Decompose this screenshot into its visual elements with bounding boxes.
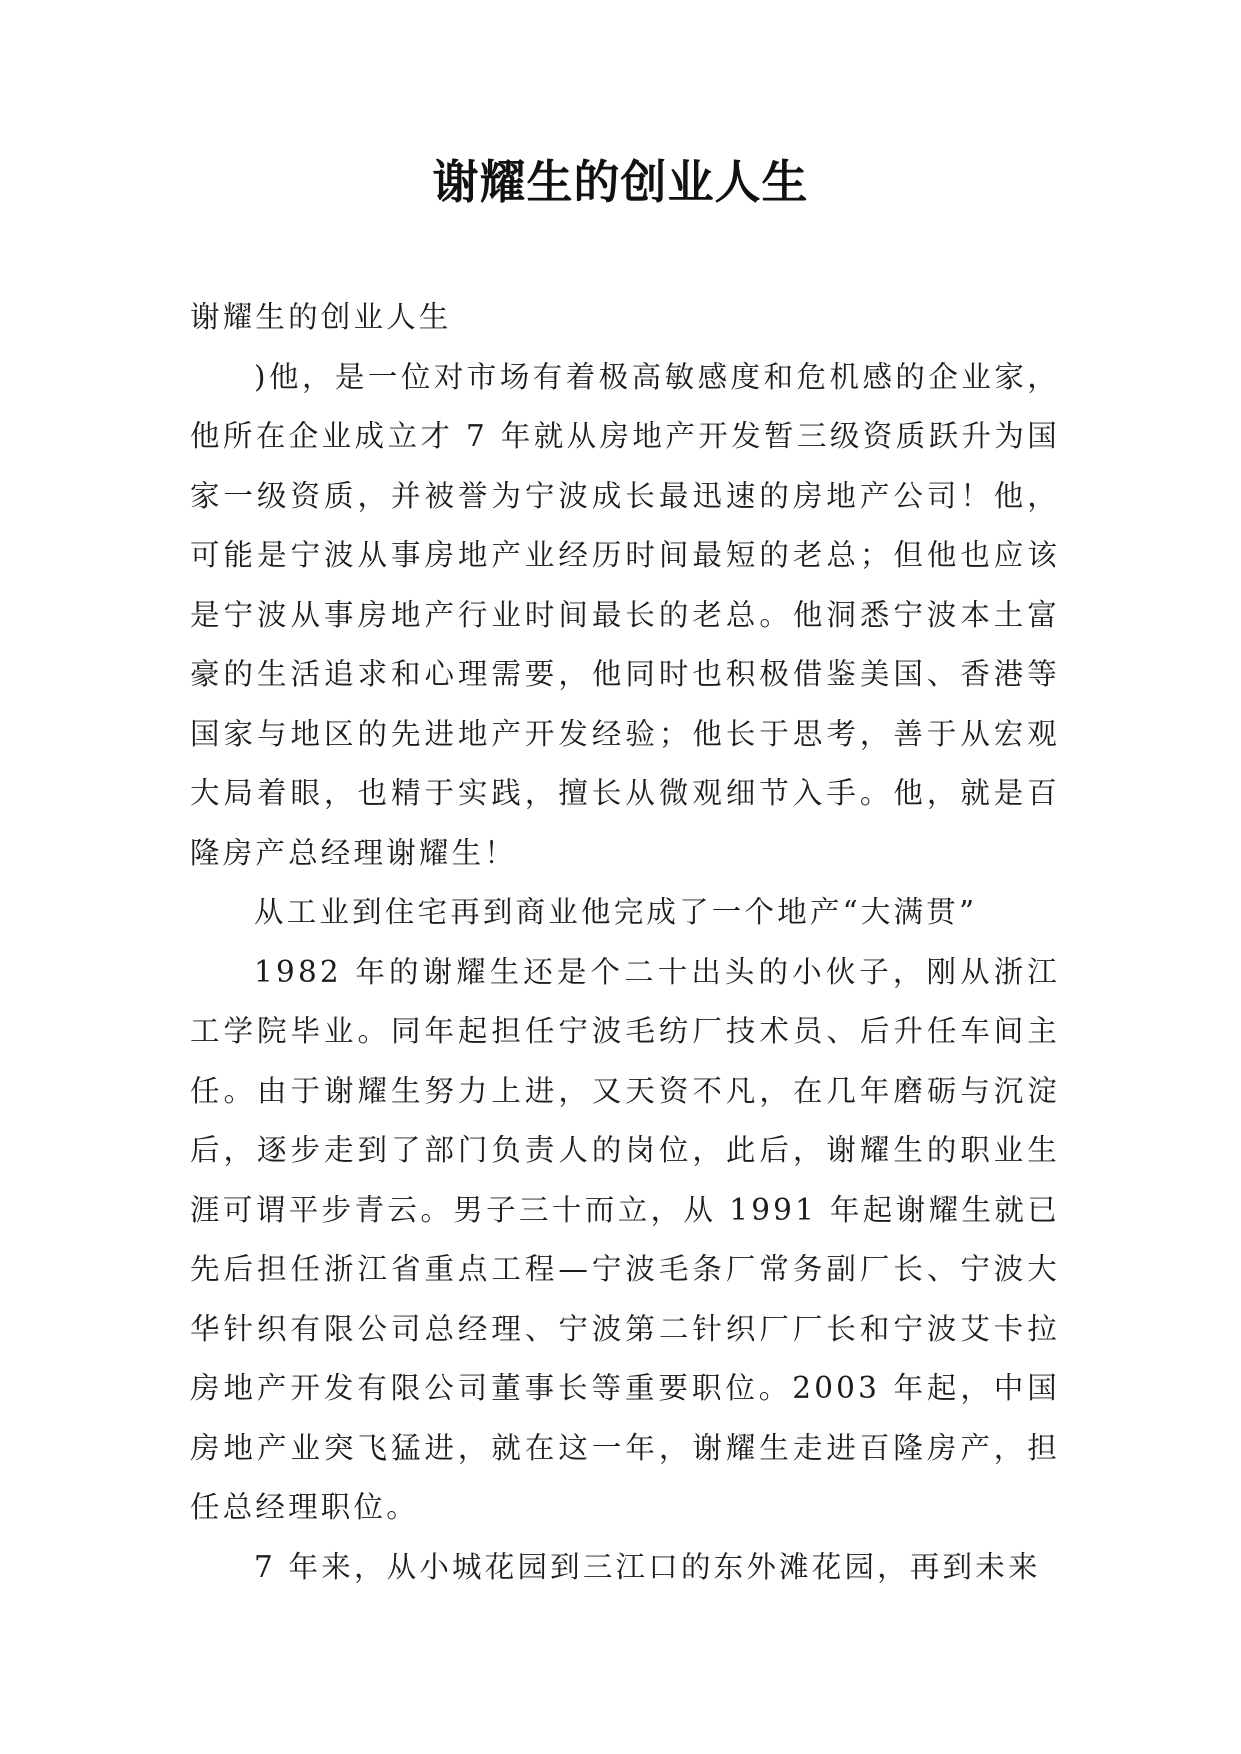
paragraph: 1982 年的谢耀生还是个二十出头的小伙子，刚从浙江工学院毕业。同年起担任宁波毛纺厂技术员、后升任车间主任。由于谢耀生努力上进，又天资不凡，在几年磨砺与沉淀后，逐步走到了部门负责人的岗位，此后，谢耀生的职业生涯可谓平步青云。男子三十而立，从 1991 年起谢耀生就已先后担任浙江省重点工程—宁波毛条厂常务副厂长、宁波大华针织有限公司总经理、宁波第二针织厂厂长和宁波艾卡拉房地产开发有限公司董事长等重要职位。2003 年起，中国房地产业突飞猛进，就在这一年，谢耀生走进百隆房产，担任总经理职位。 xyxy=(190,954,1060,1524)
document-title: 谢耀生的创业人生 xyxy=(432,155,809,209)
paragraph-section-heading: 从工业到住宅再到商业他完成了一个地产“大满贯” xyxy=(254,895,978,929)
paragraph: 7 年来，从小城花园到三江口的东外滩花园，再到未来 xyxy=(254,1549,1041,1584)
document-body xyxy=(190,288,1060,1597)
paragraph: )他，是一位对市场有着极高敏感度和危机感的企业家，他所在企业成立才 7 年就从房地产开发暂三级资质跃升为国家一级资质，并被誉为宁波成长最迅速的房地产公司！他，可能是宁波从事房地产业经历时间最短的老总；但他也应该是宁波从事房地产行业时间最长的老总。他洞悉宁波本土富豪的生活追求和心理需要，他同时也积极借鉴美国、香港等国家与地区的先进地产开发经验；他长于思考，善于从宏观大局着眼，也精于实践，擅长从微观细节入手。他，就是百隆房产总经理谢耀生！ xyxy=(190,359,1060,870)
paragraph-subtitle: 谢耀生的创业人生 xyxy=(190,300,452,334)
